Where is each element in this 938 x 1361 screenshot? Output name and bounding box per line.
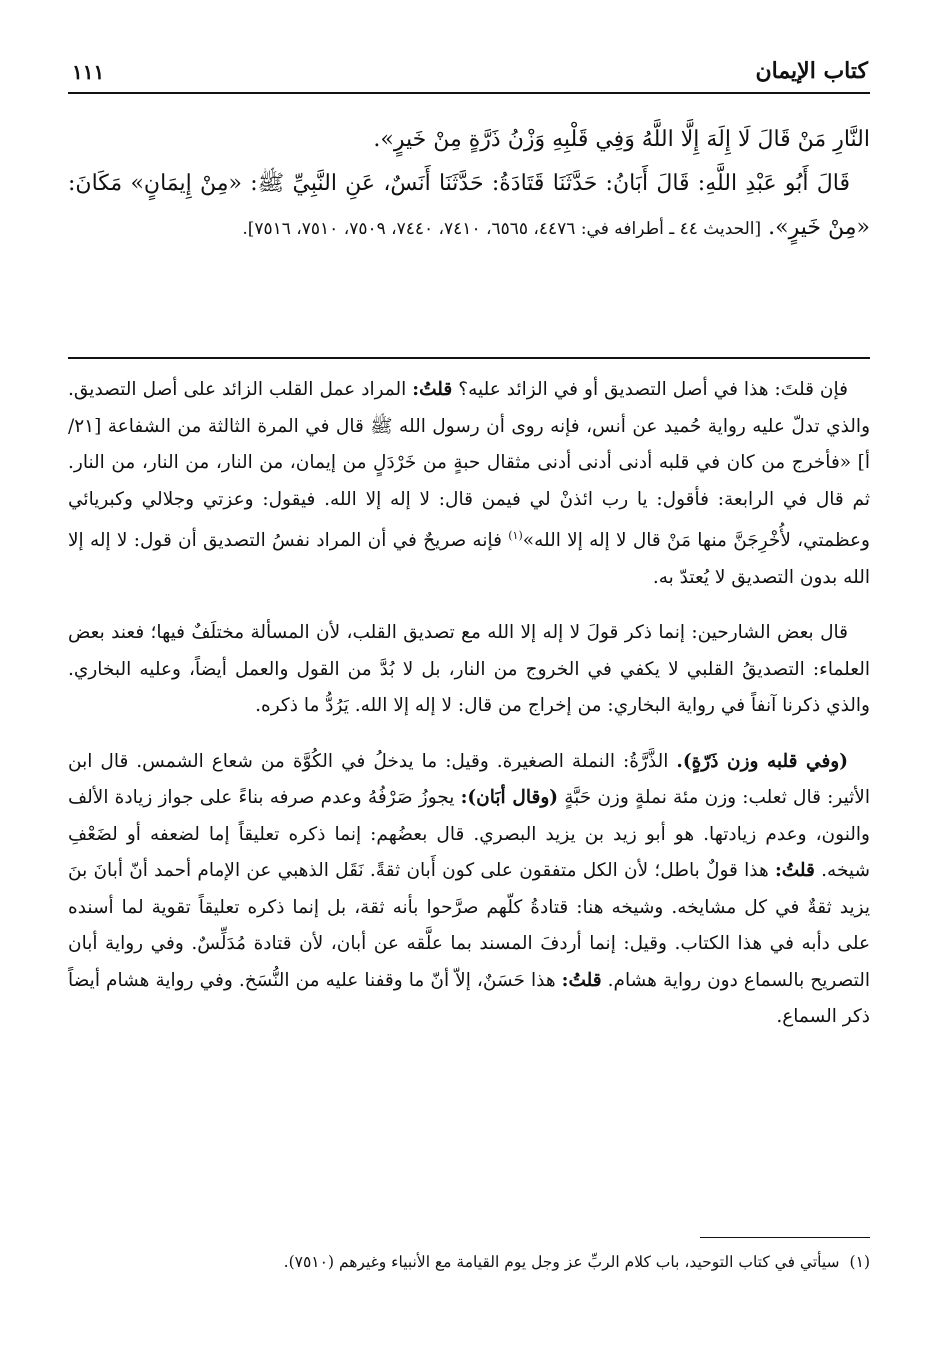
bold-phrase: قلتُ: (774, 860, 815, 882)
hadith-narration-text: قَالَ أَبُو عَبْدِ اللَّهِ: قَالَ أَبَانُ: حَدَّثَنَا قَتَادَةُ: حَدَّثَنَا أَنَسٌ، عَنِ النَّبِيِّ ﷺ: «مِنْ إِيمَانٍ» مَكَانَ: «مِنْ خَيرٍ». (68, 171, 870, 240)
commentary-text: المراد عمل القلب الزائد على أصل التصديق. والذي تدلّ عليه رواية حُميد عن أنس، فإنه روى أن رسول الله ﷺ قال في المرة الثالثة من الشفاعة [٢١/أ] «فأخرج من كان في قلبه أدنى أدنى أدنى مثقال حبةٍ من خَرْدَلٍ من إيمان، من النار، من النار، من النار. ثم قال في الرابعة: فأقول: يا رب ائذنْ لي فيمن قال: لا إله إلا الله. فيقول: وعزتي وجلالي وكبريائي وعظمتي، لأُخْرِجَنَّ منها مَنْ قال لا إله إلا الله» (68, 379, 870, 552)
commentary-text: هذا حَسَنٌ، إلاّ أنّ ما وقفنا عليه من النُّسَخ. وفي رواية هشام أيضاً ذكر السماع. (68, 969, 870, 1028)
commentary (68, 372, 870, 1055)
section-divider (68, 357, 870, 359)
footnote-marker: (١) (849, 1253, 870, 1271)
footnote-divider (700, 1237, 870, 1238)
commentary-text: الذَّرَّةُ: النملة الصغيرة. وقيل: ما يدخلُ في الكُوَّة من شعاع الشمس. قال ابن الأثير: قال ثعلب: وزن مئة نملةٍ وزن حَبَّةٍ (68, 750, 870, 809)
commentary-text: فإنه صريحٌ في أن المراد نفسُ التصديق أن قول: لا إله إلا الله بدون التصديق لا يُعتدّ به. (68, 530, 870, 588)
bold-phrase: قلتُ: (561, 969, 602, 991)
page-header (68, 52, 870, 94)
page-number: ١١١ (72, 60, 105, 84)
footnote (68, 1248, 870, 1276)
commentary-paragraph (68, 744, 870, 1036)
footnote-ref[interactable]: (١) (508, 529, 523, 542)
hadith-line: النَّارِ مَنْ قَالَ لَا إِلَهَ إِلَّا اللَّهُ وَفِي قَلْبِهِ وَزْنُ ذَرَّةٍ مِنْ خَيرٍ». (373, 127, 870, 152)
bold-phrase: قلتُ: (412, 379, 453, 400)
commentary-text: يجوزُ صَرْفُهُ وعدم صرفه بناءً على جواز زيادة الألف والنون، وعدم زيادتها. هو أبو زيد بن يزيد البصري. قال بعضُهم: إنما ذكره تعليقاً إما لضعفه أو لضَعْفِ شيخه. (68, 787, 870, 882)
bold-phrase: (وقال أبَان): (460, 787, 559, 809)
hadith-reference: [الحديث ٤٤ ـ أطرافه في: ٤٤٧٦، ٦٥٦٥، ٧٤١٠، ٧٤٤٠، ٧٥٠٩، ٧٥١٠، ٧٥١٦]. (242, 219, 762, 239)
commentary-paragraph (68, 372, 870, 596)
commentary-paragraph: قال بعض الشارحين: إنما ذكر قولَ لا إله إلا الله مع تصديق القلب، لأن المسألة مختلَفٌ فيها؛ فعند بعض العلماء: التصديقُ القلبي لا يكفي في الخروج من النار، بل لا بُدَّ من القول والعمل أيضاً، وعليه البخاري. والذي ذكرنا آنفاً في رواية البخاري: من إخراج من قال: لا إله إلا الله. يَرُدُّ ما ذكره. (68, 622, 870, 717)
footnote-text: سيأتي في كتاب التوحيد، باب كلام الربِّ عز وجل يوم القيامة مع الأنبياء وغيرهم (٧٥١٠). (283, 1253, 840, 1271)
chapter-title: كتاب الإيمان (755, 58, 868, 84)
hadith-text (68, 118, 870, 251)
commentary-text: هذا قولٌ باطل؛ لأن الكل متفقون على كون أَبان ثقةً. نَقَل الذهبي عن الإمام أحمد أنّ أبانَ بنَ يزيد ثقةٌ في كل مشايخه. وشيخه هنا: قتادةُ كلّهم صرَّحوا بأنه ثقة، بل إنما ذكره تعليقاً تقوية لما أسنده على دأبه في هذا الكتاب. وقيل: إنما أردفَ المسند بما علَّقه عن أبان، لأن قتادة مُدَلِّسٌ. وفي رواية أبان التصريح بالسماع دون رواية هشام. (68, 860, 870, 991)
hadith-narration (68, 162, 870, 251)
bold-phrase: (وفي قلبه وزن ذَرّةٍ). (676, 750, 848, 772)
commentary-text: فإن قلتَ: هذا في أصل التصديق أو في الزائد عليه؟ (458, 379, 848, 400)
